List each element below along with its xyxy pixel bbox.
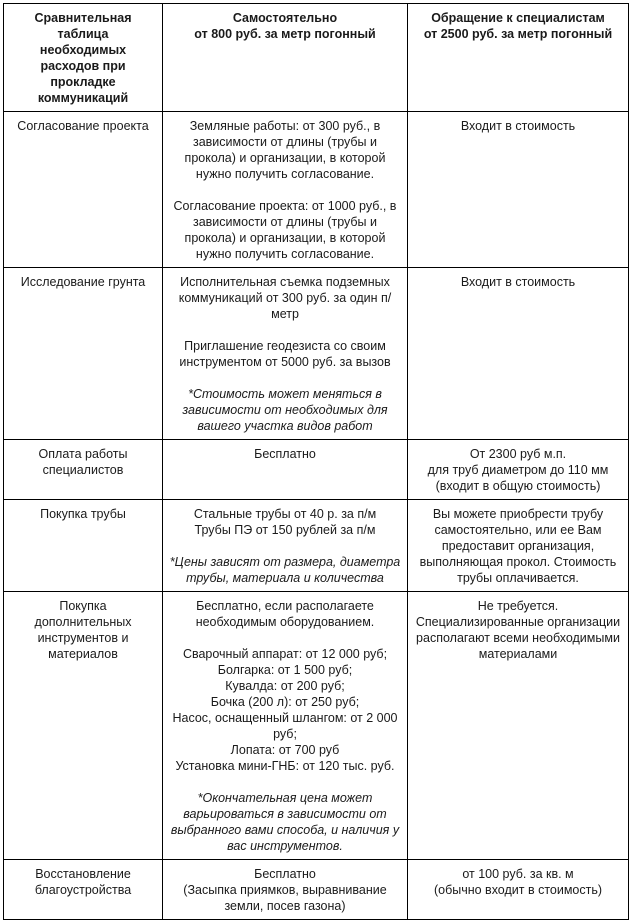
cell-text: Не требуется.	[477, 599, 559, 613]
self-cell	[163, 592, 408, 860]
row-label: Покупка трубы	[4, 500, 163, 592]
cell-text: Согласование проекта: от 1000 руб., в зависимости от длины (трубы и прокола) и организации, в которой нужно получить согласование.	[173, 199, 397, 261]
table-row	[4, 440, 629, 500]
pro-cell	[408, 860, 629, 920]
header-line: расходов при	[40, 59, 126, 73]
cell-text: Специализированные организации располагают всеми необходимыми материалами	[415, 615, 621, 661]
header-line: коммуникаций	[37, 91, 129, 105]
header-line: таблица	[57, 27, 109, 41]
cell-text: (обычно входит в стоимость)	[433, 883, 603, 897]
self-cell	[163, 500, 408, 592]
header-criteria	[4, 4, 163, 112]
header-line: от 800 руб. за метр погонный	[194, 27, 376, 41]
cell-text: Приглашение геодезиста со своим инструментом от 5000 руб. за вызов	[179, 339, 391, 369]
cell-text: Земляные работы: от 300 руб., в зависимости от длины (трубы и прокола) и организации, в которой нужно получить согласование.	[184, 119, 386, 181]
header-line: прокладке	[50, 75, 116, 89]
table-row	[4, 500, 629, 592]
cell-text: Стальные трубы от 40 р. за п/м	[193, 507, 377, 521]
self-cell	[163, 860, 408, 920]
tool-price: Лопата: от 700 руб	[230, 743, 340, 757]
cell-text: Трубы ПЭ от 150 рублей за п/м	[194, 523, 376, 537]
comparison-table	[3, 3, 629, 920]
self-cell: Бесплатно	[163, 440, 408, 500]
table-row	[4, 592, 629, 860]
header-pro	[408, 4, 629, 112]
pro-cell: Входит в стоимость	[408, 112, 629, 268]
header-line: Сравнительная	[34, 11, 132, 25]
row-label: Исследование грунта	[4, 268, 163, 440]
cell-text: Бесплатно, если располагаете необходимым оборудованием.	[195, 599, 375, 629]
tool-price: Болгарка: от 1 500 руб;	[217, 663, 353, 677]
tool-price: Бочка (200 л): от 250 руб;	[210, 695, 360, 709]
row-label: Восстановление благоустройства	[4, 860, 163, 920]
cell-text: (входит в общую стоимость)	[435, 479, 601, 493]
cell-text: Бесплатно	[254, 867, 316, 881]
table-row	[4, 860, 629, 920]
self-cell	[163, 268, 408, 440]
tool-price: Установка мини-ГНБ: от 120 тыс. руб.	[175, 759, 395, 773]
header-line: Самостоятельно	[232, 11, 338, 25]
pro-cell	[408, 592, 629, 860]
pro-cell: Вы можете приобрести трубу самостоятельно, или ее Вам предоставит организация, выполняющая прокол. Стоимость трубы оплачивается.	[408, 500, 629, 592]
header-line: от 2500 руб. за метр погонный	[423, 27, 613, 41]
row-label: Оплата работы специалистов	[4, 440, 163, 500]
header-self	[163, 4, 408, 112]
cell-text: от 100 руб. за кв. м	[462, 867, 574, 881]
cell-text: (Засыпка приямков, выравнивание земли, посев газона)	[183, 883, 387, 913]
tool-price: Сварочный аппарат: от 12 000 руб;	[182, 647, 388, 661]
header-line: Обращение к специалистам	[431, 11, 605, 25]
row-label: Согласование проекта	[4, 112, 163, 268]
table-row	[4, 268, 629, 440]
pro-cell: Входит в стоимость	[408, 268, 629, 440]
cell-note: *Цены зависят от размера, диаметра трубы, материала и количества	[169, 555, 401, 585]
header-line: необходимых	[39, 43, 127, 57]
table-row	[4, 112, 629, 268]
cell-note: *Стоимость может меняться в зависимости от необходимых для вашего участка видов работ	[182, 387, 388, 433]
cell-text: для труб диаметром до 110 мм	[427, 463, 609, 477]
header-row	[4, 4, 629, 112]
cell-note: *Окончательная цена может варьироваться в зависимости от выбранного вами способа, и наличия у вас инструментов.	[170, 791, 400, 853]
tool-price: Насос, оснащенный шлангом: от 2 000 руб;	[172, 711, 398, 741]
row-label: Покупка дополнительных инструментов и материалов	[4, 592, 163, 860]
cell-text: От 2300 руб м.п.	[469, 447, 567, 461]
pro-cell	[408, 440, 629, 500]
tool-price: Кувалда: от 200 руб;	[225, 679, 345, 693]
self-cell	[163, 112, 408, 268]
cell-text: Исполнительная съемка подземных коммуникаций от 300 руб. за один п/метр	[178, 275, 392, 321]
